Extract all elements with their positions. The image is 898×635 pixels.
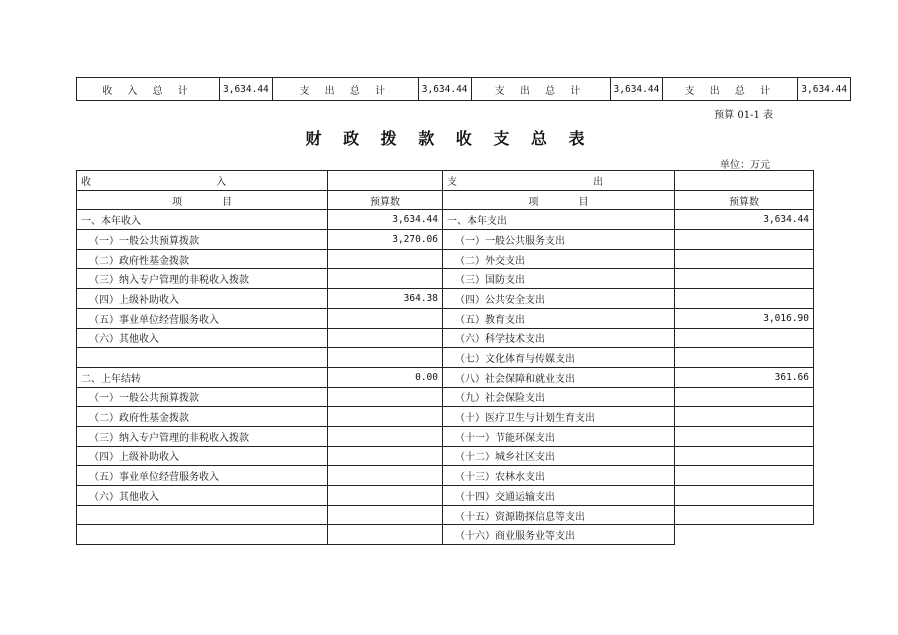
expense-item: （八）社会保障和就业支出: [443, 367, 675, 387]
income-value: [328, 328, 443, 348]
income-item: [77, 525, 328, 545]
expense-item: （二）外交支出: [443, 249, 675, 269]
expense-total-value: 3,634.44: [798, 78, 851, 101]
table-row: [77, 289, 814, 309]
table-row: [77, 367, 814, 387]
income-value: [328, 426, 443, 446]
table-row: [77, 426, 814, 446]
expense-item: 一、本年支出: [443, 210, 675, 230]
income-value: [328, 505, 443, 525]
expense-item: （十）医疗卫生与计划生育支出: [443, 407, 675, 427]
income-value: [328, 446, 443, 466]
expense-item: （四）公共安全支出: [443, 289, 675, 309]
expense-item: （一）一般公共服务支出: [443, 230, 675, 250]
table-row: [77, 486, 814, 506]
table-row: [77, 505, 814, 525]
income-header-char-a: 收: [81, 176, 91, 188]
table-row: [77, 525, 814, 545]
income-budget-header: 预算数: [328, 190, 443, 210]
expense-value: 361.66: [675, 367, 814, 387]
budget-summary-table: [76, 170, 814, 545]
table-row: [77, 249, 814, 269]
expense-value: [675, 426, 814, 446]
table-row: [77, 446, 814, 466]
income-item: [77, 505, 328, 525]
income-value: 0.00: [328, 367, 443, 387]
income-item-header: 项 目: [77, 190, 328, 210]
income-item: 一、本年收入: [77, 210, 328, 230]
expense-value: [675, 466, 814, 486]
table-row: [77, 269, 814, 289]
expense-value: [675, 387, 814, 407]
expense-item: （十二）城乡社区支出: [443, 446, 675, 466]
table-code: 预算 01-1 表: [714, 110, 773, 121]
expense-item: （十六）商业服务业等支出: [443, 525, 675, 545]
page-title: 财 政 拨 款 收 支 总 表: [305, 129, 593, 148]
column-header-row: [77, 190, 814, 210]
income-item: （六）其他收入: [77, 328, 328, 348]
expense-item-header: 项 目: [443, 190, 675, 210]
expense-item: （五）教育支出: [443, 308, 675, 328]
expense-item: （九）社会保险支出: [443, 387, 675, 407]
income-item: [77, 348, 328, 368]
expense-value: [675, 446, 814, 466]
income-item: （三）纳入专户管理的非税收入拨款: [77, 269, 328, 289]
income-value: [328, 348, 443, 368]
table-row: [77, 407, 814, 427]
income-value: [328, 249, 443, 269]
expense-value: [675, 269, 814, 289]
income-section-header: [77, 171, 328, 191]
income-value: [328, 407, 443, 427]
expense-item: （十三）农林水支出: [443, 466, 675, 486]
income-section-blank: [328, 171, 443, 191]
expense-section-blank: [675, 171, 814, 191]
expense-total-label: 支 出 总 计: [663, 78, 798, 101]
section-header-row: [77, 171, 814, 191]
table-row: [77, 466, 814, 486]
expense-value: [675, 249, 814, 269]
expense-value: [675, 407, 814, 427]
table-row: [77, 230, 814, 250]
income-item: （六）其他收入: [77, 486, 328, 506]
income-item: （一）一般公共预算拨款: [77, 230, 328, 250]
expense-item: （三）国防支出: [443, 269, 675, 289]
expense-value: [675, 486, 814, 506]
expense-value: [675, 348, 814, 368]
expense-budget-header: 预算数: [675, 190, 814, 210]
expense-total-label: 支 出 总 计: [471, 78, 610, 101]
expense-section-header: [443, 171, 675, 191]
expense-item: （六）科学技术支出: [443, 328, 675, 348]
expense-total-value: 3,634.44: [610, 78, 663, 101]
table-row: [77, 348, 814, 368]
expense-value: [675, 525, 814, 545]
income-value: 3,270.06: [328, 230, 443, 250]
income-item: （五）事业单位经营服务收入: [77, 308, 328, 328]
income-value: [328, 466, 443, 486]
income-value: 3,634.44: [328, 210, 443, 230]
expense-total-label: 支 出 总 计: [272, 78, 418, 101]
unit-label: 单位：万元: [720, 160, 770, 171]
expense-item: （十五）资源勘探信息等支出: [443, 505, 675, 525]
expense-value: 3,016.90: [675, 308, 814, 328]
income-item: （四）上级补助收入: [77, 446, 328, 466]
income-item: （四）上级补助收入: [77, 289, 328, 309]
table-row: [77, 308, 814, 328]
expense-value: [675, 230, 814, 250]
income-value: [328, 269, 443, 289]
income-value: [328, 308, 443, 328]
income-item: （一）一般公共预算拨款: [77, 387, 328, 407]
top-summary-table: [76, 77, 851, 101]
expense-item: （十一）节能环保支出: [443, 426, 675, 446]
income-value: [328, 387, 443, 407]
income-item: （五）事业单位经营服务收入: [77, 466, 328, 486]
income-item: （三）纳入专户管理的非税收入拨款: [77, 426, 328, 446]
income-value: [328, 525, 443, 545]
expense-value: [675, 328, 814, 348]
expense-value: [675, 505, 814, 525]
income-header-char-b: 入: [216, 176, 227, 188]
table-row: [77, 387, 814, 407]
table-row: [77, 328, 814, 348]
expense-header-char-b: 出: [593, 176, 604, 188]
income-total-value: 3,634.44: [220, 78, 273, 101]
expense-item: （七）文化体育与传媒支出: [443, 348, 675, 368]
expense-item: （十四）交通运输支出: [443, 486, 675, 506]
top-summary-row: [77, 78, 851, 101]
income-total-label: 收 入 总 计: [77, 78, 220, 101]
income-value: 364.38: [328, 289, 443, 309]
income-value: [328, 486, 443, 506]
expense-header-char-a: 支: [447, 176, 457, 188]
income-item: （二）政府性基金拨款: [77, 249, 328, 269]
income-item: （二）政府性基金拨款: [77, 407, 328, 427]
expense-total-value: 3,634.44: [418, 78, 471, 101]
expense-value: 3,634.44: [675, 210, 814, 230]
expense-value: [675, 289, 814, 309]
income-item: 二、上年结转: [77, 367, 328, 387]
table-row: [77, 210, 814, 230]
